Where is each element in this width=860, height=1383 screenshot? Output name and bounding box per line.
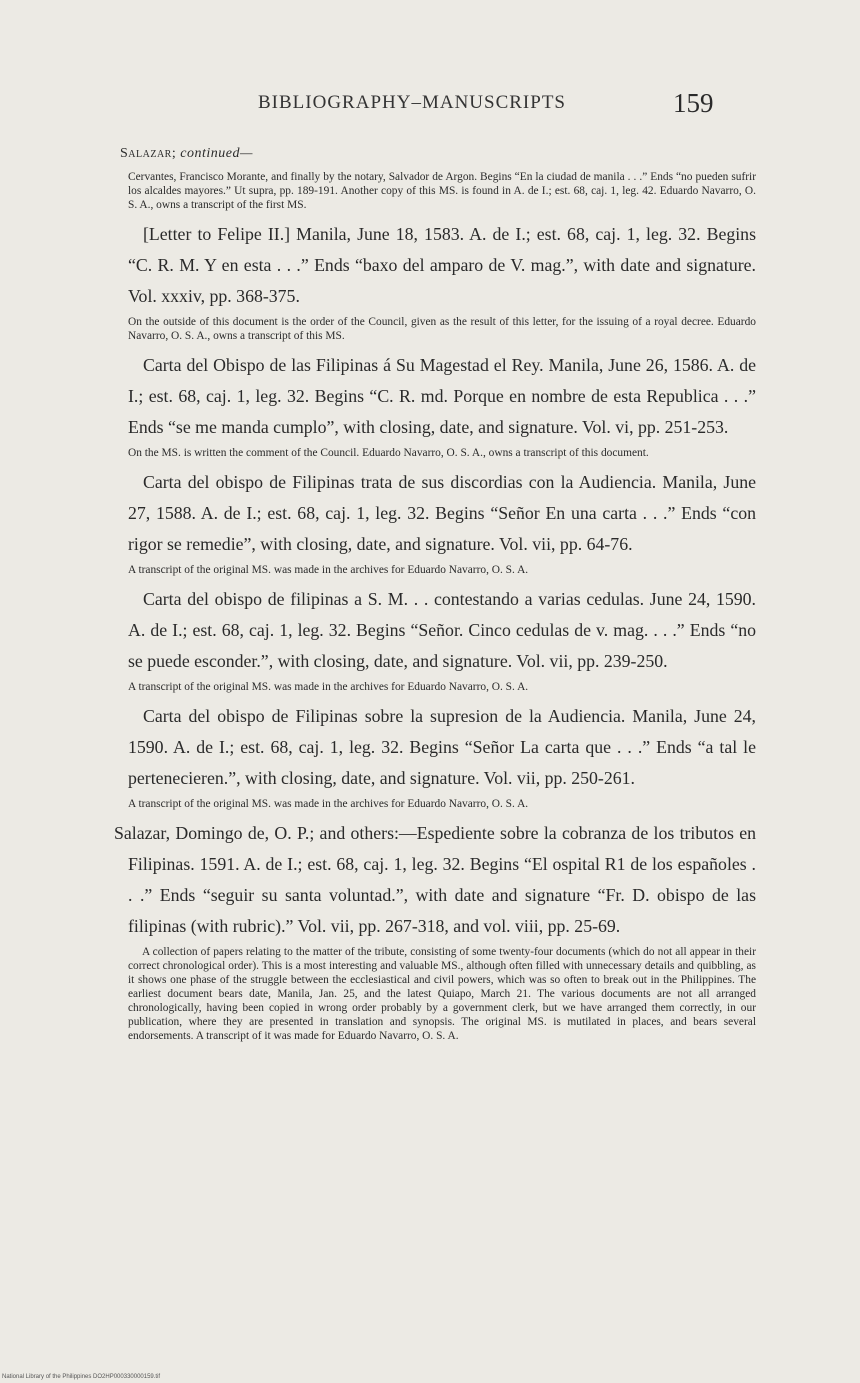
running-head-name: Salazar; xyxy=(120,146,177,161)
scan-footer: National Library of the Philippines DO2HP000330000159.tif xyxy=(2,1374,161,1380)
entry-paragraph: Carta del obispo de Filipinas sobre la supresion de la Audiencia. Manila, June 24, 1590. A. de I.; est. 68, caj. 1, leg. 32. Begins “Señor La carta que . . .” Ends “a tal le pertenecieren.”, with closing, date, and signature. Vol. vii, pp. 250-261. xyxy=(128,706,756,788)
note-paragraph: Cervantes, Francisco Morante, and finally by the notary, Salvador de Argon. Begins “En la ciudad de manila . . .” Ends “no pueden sufrir los alcaldes mayores.” Ut supra, pp. 189-191. Another copy of this MS. is found in A. de I.; est. 68, caj. 1, leg. 42. Eduardo Navarro, O. S. A., owns a transcript of the first MS. xyxy=(128,171,756,211)
entry-paragraph: Carta del obispo de Filipinas trata de sus discordias con la Audiencia. Manila, June 27, 1588. A. de I.; est. 68, caj. 1, leg. 32. Begins “Señor En una carta . . .” Ends “con rigor se remedie”, with closing, date, and signature. Vol. vii, pp. 64-76. xyxy=(128,472,756,554)
note-paragraph: On the outside of this document is the order of the Council, given as the result of this letter, for the issuing of a royal decree. Eduardo Navarro, O. S. A., owns a transcript of this MS. xyxy=(128,316,756,342)
entry-paragraph: Salazar, Domingo de, O. P.; and others:—Espediente sobre la cobranza de los tributos en Filipinas. 1591. A. de I.; est. 68, caj. 1, leg. 32. Begins “El ospital R1 de los españoles . . .” Ends “seguir su santa voluntad.”, with date and signature “Fr. D. obispo de las filipinas (with rubric).” Vol. vii, pp. 267-318, and vol. viii, pp. 25-69. xyxy=(114,823,756,936)
page-body xyxy=(114,146,756,1050)
running-head xyxy=(120,146,756,162)
note-paragraph: A transcript of the original MS. was made in the archives for Eduardo Navarro, O. S. A. xyxy=(128,798,529,810)
note-paragraph: A transcript of the original MS. was made in the archives for Eduardo Navarro, O. S. A. xyxy=(128,564,529,576)
entry-paragraph: Carta del Obispo de las Filipinas á Su Magestad el Rey. Manila, June 26, 1586. A. de I.; est. 68, caj. 1, leg. 32. Begins “C. R. md. Porque en nombre de esta Republica . . .” Ends “se me manda cumplo”, with closing, date, and signature. Vol. vi, pp. 251-253. xyxy=(128,355,756,437)
page-number: 159 xyxy=(673,88,714,118)
page-header-title: BIBLIOGRAPHY–MANUSCRIPTS xyxy=(258,92,566,113)
entry-paragraph: Carta del obispo de filipinas a S. M. . . contestando a varias cedulas. June 24, 1590. A. de I.; est. 68, caj. 1, leg. 32. Begins “Señor. Cinco cedulas de v. mag. . . .” Ends “no se puede esconder.”, with closing, date, and signature. Vol. vii, pp. 239-250. xyxy=(128,589,756,671)
entry-paragraph: [Letter to Felipe II.] Manila, June 18, 1583. A. de I.; est. 68, caj. 1, leg. 32. Begins “C. R. M. Y en esta . . .” Ends “baxo del amparo de V. mag.”, with date and signature. Vol. xxxiv, pp. 368-375. xyxy=(128,224,756,306)
note-paragraph: A transcript of the original MS. was made in the archives for Eduardo Navarro, O. S. A. xyxy=(128,681,529,693)
note-paragraph: On the MS. is written the comment of the Council. Eduardo Navarro, O. S. A., owns a transcript of this document. xyxy=(128,447,649,459)
running-head-continued: continued— xyxy=(180,146,253,161)
note-paragraph: A collection of papers relating to the matter of the tribute, consisting of some twenty-four documents (which do not all appear in their correct chronological order). This is a most interesting and valuable MS., although often filled with unnecessary details and quibbling, as it shows one phase of the struggle between the ecclesiastical and civil powers, which was so often to break out in the Philippines. The earliest document bears date, Manila, Jan. 25, and the latest Quiapo, March 21. The various documents are not all arranged chronologically, having been copied in wrong order probably by a government clerk, but we have arranged them correctly, in our publication, where they are presented in translation and synopsis. The original MS. is mutilated in places, and bears several endorsements. A transcript of it was made for Eduardo Navarro, O. S. A. xyxy=(128,946,756,1042)
